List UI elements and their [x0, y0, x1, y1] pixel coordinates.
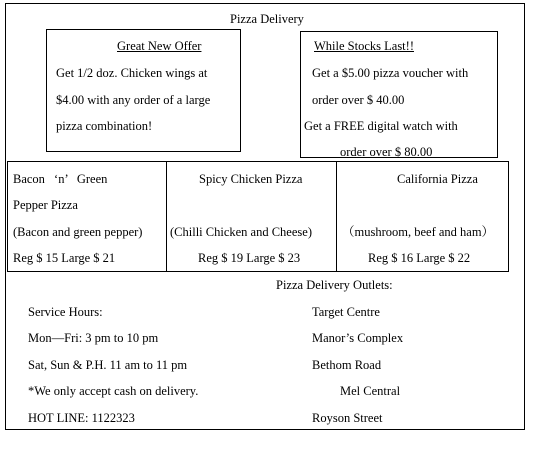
- service-hours-label: Service Hours:: [28, 305, 103, 319]
- offer-line: Get 1/2 doz. Chicken wings at: [56, 66, 208, 80]
- pizza-name: Pepper Pizza: [13, 198, 78, 212]
- service-hours-weekend: Sat, Sun & P.H. 11 am to 11 pm: [28, 358, 188, 372]
- pizza-ingredients: (Chilli Chicken and Cheese): [170, 225, 312, 239]
- offer-line: pizza combination!: [56, 119, 153, 133]
- stock-line: Get a FREE digital watch with: [304, 119, 458, 133]
- stock-line: Get a $5.00 pizza voucher with: [312, 66, 469, 80]
- outlet-item: Bethom Road: [312, 358, 382, 372]
- cash-note: *We only accept cash on delivery.: [28, 384, 199, 398]
- outlet-item: Target Centre: [312, 305, 380, 319]
- page-title: Pizza Delivery: [230, 12, 304, 26]
- stock-line: order over $ 80.00: [340, 145, 433, 159]
- outlets-heading: Pizza Delivery Outlets:: [276, 278, 393, 292]
- outlet-item: Mel Central: [340, 384, 401, 398]
- pizza-ingredients: (Bacon and green pepper): [13, 225, 143, 239]
- offer-line: $4.00 with any order of a large: [56, 93, 211, 107]
- offer-heading: Great New Offer: [117, 39, 202, 53]
- pizza-price: Reg $ 16 Large $ 22: [368, 251, 471, 265]
- service-hours-weekday: Mon—Fri: 3 pm to 10 pm: [28, 331, 159, 345]
- pizza-name: California Pizza: [397, 172, 478, 186]
- pizza-price: Reg $ 15 Large $ 21: [13, 251, 116, 265]
- outlet-item: Manor’s Complex: [312, 331, 404, 345]
- stock-heading: While Stocks Last!!: [314, 39, 414, 53]
- pizza-price: Reg $ 19 Large $ 23: [198, 251, 301, 265]
- hotline: HOT LINE: 1122323: [28, 411, 135, 425]
- pizza-name: Bacon ‘n’ Green: [13, 172, 108, 186]
- outlet-item: Royson Street: [312, 411, 383, 425]
- pizza-ingredients: （mushroom, beef and ham）: [342, 225, 495, 239]
- pizza-name: Spicy Chicken Pizza: [199, 172, 303, 186]
- stock-line: order over $ 40.00: [312, 93, 405, 107]
